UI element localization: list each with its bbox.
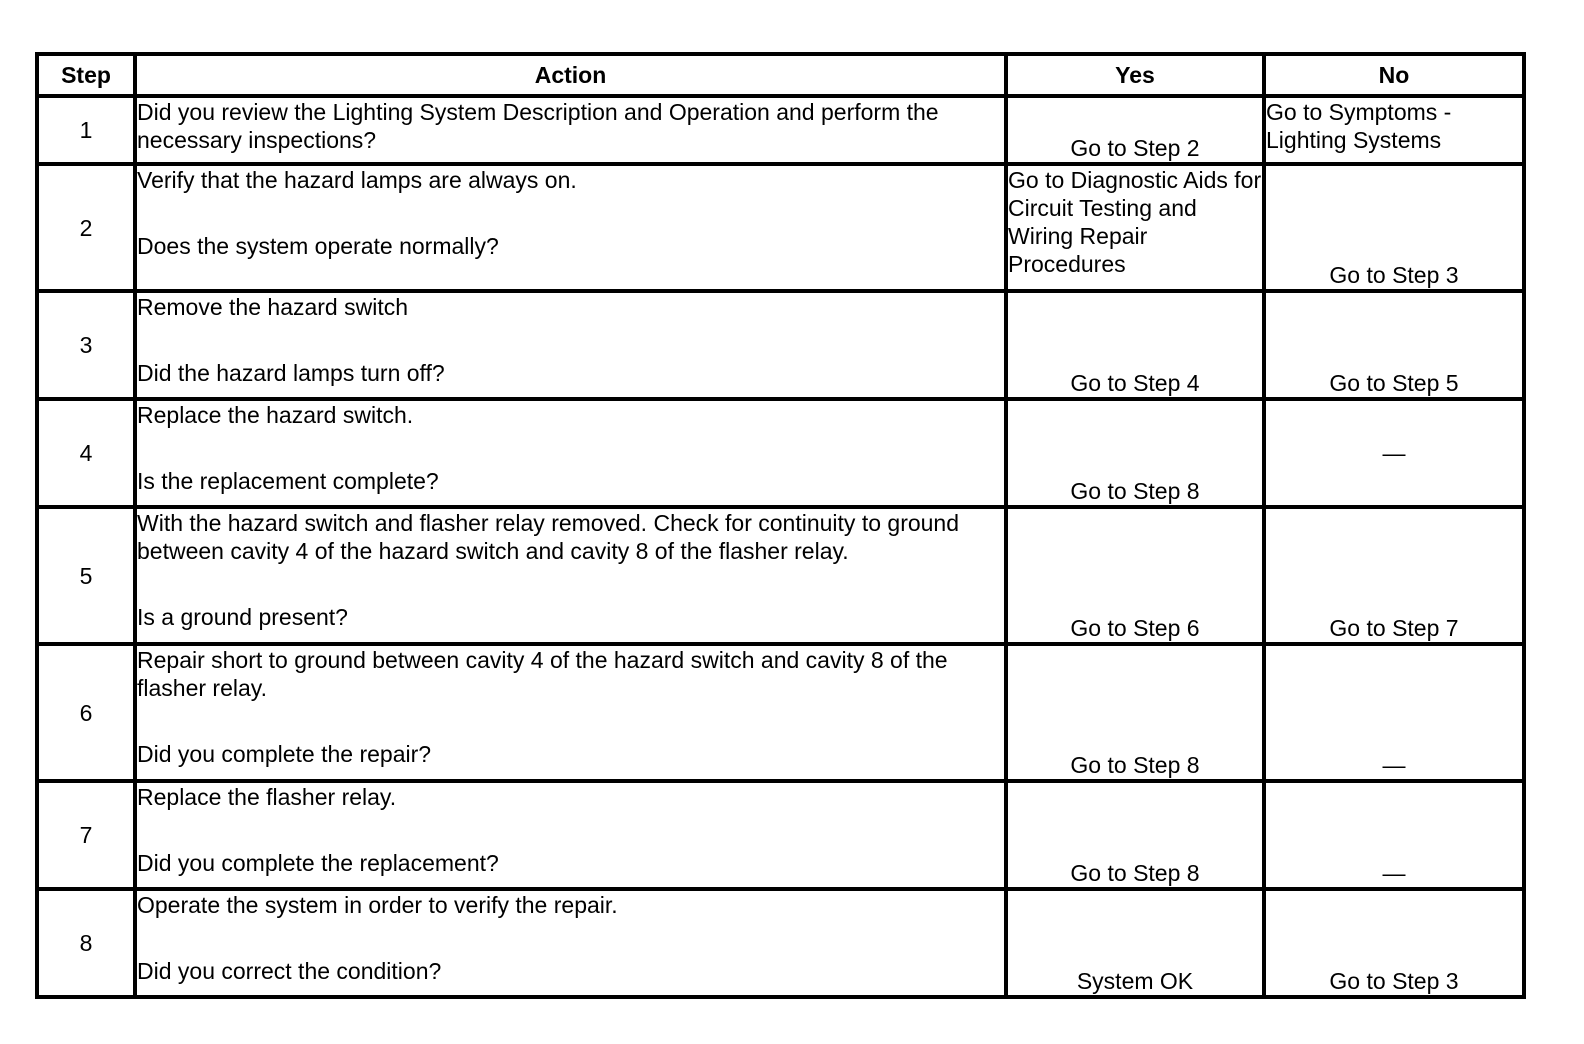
no-cell: — xyxy=(1264,644,1524,781)
step-number: 1 xyxy=(37,96,135,164)
header-step: Step xyxy=(37,54,135,96)
yes-cell: Go to Step 2 xyxy=(1006,96,1264,164)
table-row xyxy=(37,507,1524,644)
action-cell xyxy=(135,889,1006,997)
yes-cell: Go to Diagnostic Aids for Circuit Testing and Wiring Repair Procedures xyxy=(1006,164,1264,291)
no-cell: Go to Symptoms - Lighting Systems xyxy=(1264,96,1524,164)
yes-cell: System OK xyxy=(1006,889,1264,997)
action-cell xyxy=(135,399,1006,507)
action-question: Is a ground present? xyxy=(137,604,348,630)
no-cell: Go to Step 3 xyxy=(1264,164,1524,291)
action-text: Verify that the hazard lamps are always on. xyxy=(137,167,577,193)
header-no: No xyxy=(1264,54,1524,96)
step-number: 3 xyxy=(37,291,135,399)
table-row xyxy=(37,889,1524,997)
yes-cell: Go to Step 8 xyxy=(1006,399,1264,507)
action-text: Repair short to ground between cavity 4 of the hazard switch and cavity 8 of the flasher relay. xyxy=(137,647,948,701)
action-text: Replace the flasher relay. xyxy=(137,784,397,810)
action-question: Is the replacement complete? xyxy=(137,468,439,494)
action-cell xyxy=(135,164,1006,291)
no-cell: Go to Step 5 xyxy=(1264,291,1524,399)
yes-cell: Go to Step 4 xyxy=(1006,291,1264,399)
table-row xyxy=(37,164,1524,291)
diagnostic-table xyxy=(35,52,1526,999)
step-number: 5 xyxy=(37,507,135,644)
yes-cell: Go to Step 8 xyxy=(1006,781,1264,889)
table-row xyxy=(37,399,1524,507)
header-row xyxy=(37,54,1524,96)
action-text: Did you review the Lighting System Description and Operation and perform the necessary inspections? xyxy=(137,99,939,153)
action-question: Did the hazard lamps turn off? xyxy=(137,360,445,386)
no-cell: — xyxy=(1264,781,1524,889)
no-cell: — xyxy=(1264,399,1524,507)
step-number: 7 xyxy=(37,781,135,889)
action-question: Did you complete the repair? xyxy=(137,741,432,767)
action-text: Remove the hazard switch xyxy=(137,294,409,320)
action-text: Replace the hazard switch. xyxy=(137,402,414,428)
step-number: 8 xyxy=(37,889,135,997)
action-cell xyxy=(135,644,1006,781)
header-yes: Yes xyxy=(1006,54,1264,96)
step-number: 2 xyxy=(37,164,135,291)
no-cell: Go to Step 7 xyxy=(1264,507,1524,644)
action-question: Does the system operate normally? xyxy=(137,233,499,259)
table-row xyxy=(37,644,1524,781)
action-cell xyxy=(135,507,1006,644)
header-action: Action xyxy=(135,54,1006,96)
action-question: Did you complete the replacement? xyxy=(137,850,499,876)
action-cell xyxy=(135,96,1006,164)
no-cell: Go to Step 3 xyxy=(1264,889,1524,997)
yes-cell: Go to Step 6 xyxy=(1006,507,1264,644)
yes-cell: Go to Step 8 xyxy=(1006,644,1264,781)
action-text: With the hazard switch and flasher relay removed. Check for continuity to ground between cavity 4 of the hazard switch and cavity 8 of the flasher relay. xyxy=(137,510,960,564)
action-cell xyxy=(135,781,1006,889)
table-row xyxy=(37,291,1524,399)
action-text: Operate the system in order to verify the repair. xyxy=(137,892,618,918)
step-number: 6 xyxy=(37,644,135,781)
table-row xyxy=(37,96,1524,164)
action-cell xyxy=(135,291,1006,399)
action-question: Did you correct the condition? xyxy=(137,958,442,984)
table-row xyxy=(37,781,1524,889)
step-number: 4 xyxy=(37,399,135,507)
